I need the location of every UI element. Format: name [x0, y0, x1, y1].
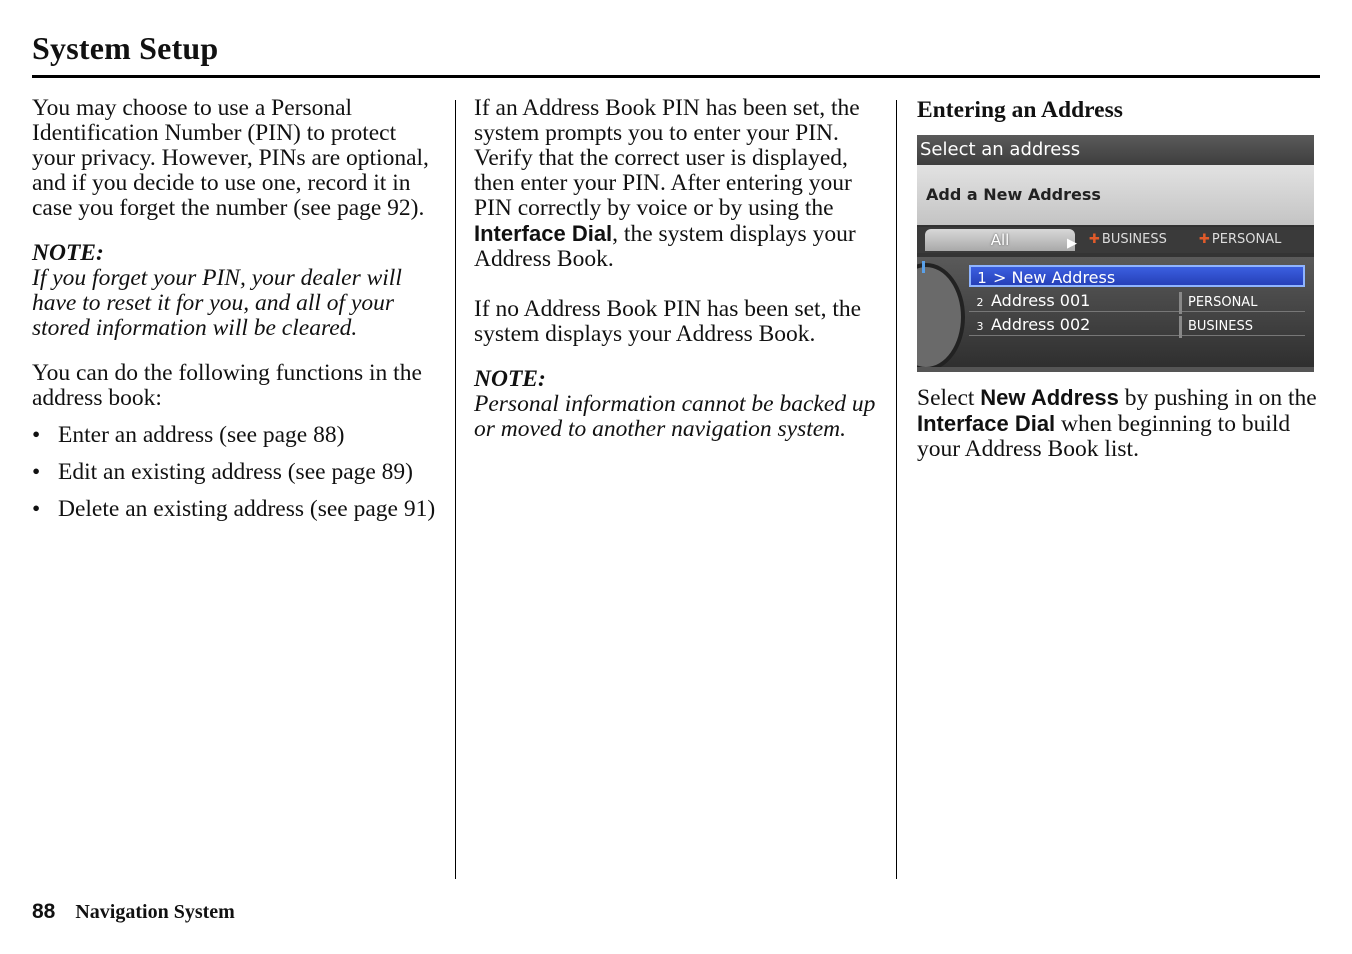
list-item-address-002[interactable]: 3 Address 002 BUSINESS [969, 314, 1305, 336]
add-new-address-button[interactable]: Add a New Address [917, 165, 1314, 225]
category-tag: PERSONAL [1179, 292, 1257, 314]
interface-dial-term: Interface Dial [917, 411, 1056, 436]
category-tabs [917, 227, 1314, 253]
note-heading: NOTE: [474, 366, 546, 392]
pin-set-paragraph: If an Address Book PIN has been set, the system prompts you to enter your PIN. Verify that the correct user is displayed, then enter your PIN. After entering your PIN correctly by voice or by using the Interface Dial, the system displays your Address Book. [474, 95, 860, 272]
title-rule [32, 75, 1320, 78]
tab-all[interactable]: All [925, 229, 1075, 251]
list-item: • Delete an existing address (see page 91) [32, 496, 436, 522]
pin-icon: ✚ [1089, 232, 1100, 247]
list-item-new-address[interactable]: 1 > New Address [969, 265, 1305, 287]
column-3 [917, 96, 1322, 462]
new-address-term: New Address [980, 385, 1119, 410]
note-heading: NOTE: [32, 240, 104, 266]
page-number: 88 [32, 900, 56, 923]
column-2 [474, 96, 880, 442]
footer-section-name: Navigation System [75, 901, 235, 923]
column-1 [32, 96, 442, 534]
bullet-icon: • [32, 459, 41, 485]
list-item: • Enter an address (see page 88) [32, 422, 345, 448]
screen-bottom-bar [917, 367, 1314, 372]
pin-intro-paragraph: You may choose to use a Personal Identification Number (PIN) to protect your privacy. However, PINs are optional, and if you decide to use one, record it in case you forget the number (see page 92). [32, 95, 429, 221]
column-divider [896, 100, 897, 879]
select-new-address-caption: Select New Address by pushing in on the Interface Dial when beginning to build your Address Book list. [917, 385, 1317, 462]
page-footer [32, 900, 235, 924]
bullet-icon: • [32, 496, 41, 522]
address-screen-image [917, 135, 1314, 372]
note-body: Personal information cannot be backed up or moved to another navigation system. [474, 391, 876, 442]
section-heading: Entering an Address [917, 97, 1123, 123]
category-tag: BUSINESS [1179, 316, 1253, 338]
screen-title: Select an address [917, 135, 1314, 165]
page-title: System Setup [32, 30, 219, 66]
list-item-address-001[interactable]: 2 Address 001 PERSONAL [969, 290, 1305, 312]
scroll-indicator [922, 261, 925, 273]
interface-dial-term: Interface Dial [474, 221, 613, 246]
pin-icon: ✚ [1199, 232, 1210, 247]
tab-business[interactable]: ✚ BUSINESS [1089, 232, 1167, 247]
tab-personal[interactable]: ✚ PERSONAL [1199, 232, 1282, 247]
column-divider [455, 100, 456, 879]
address-list [917, 257, 1314, 367]
functions-list [32, 423, 442, 522]
bullet-icon: • [32, 422, 41, 448]
play-arrow-icon: ▶ [1067, 236, 1077, 251]
no-pin-paragraph: If no Address Book PIN has been set, the system displays your Address Book. [474, 296, 862, 347]
list-item: • Edit an existing address (see page 89) [32, 459, 414, 485]
dial-indicator-icon [917, 263, 965, 371]
functions-intro: You can do the following functions in the address book: [32, 360, 422, 411]
note-body: If you forget your PIN, your dealer will have to reset it for you, and all of your stored information will be cleared. [32, 265, 402, 341]
